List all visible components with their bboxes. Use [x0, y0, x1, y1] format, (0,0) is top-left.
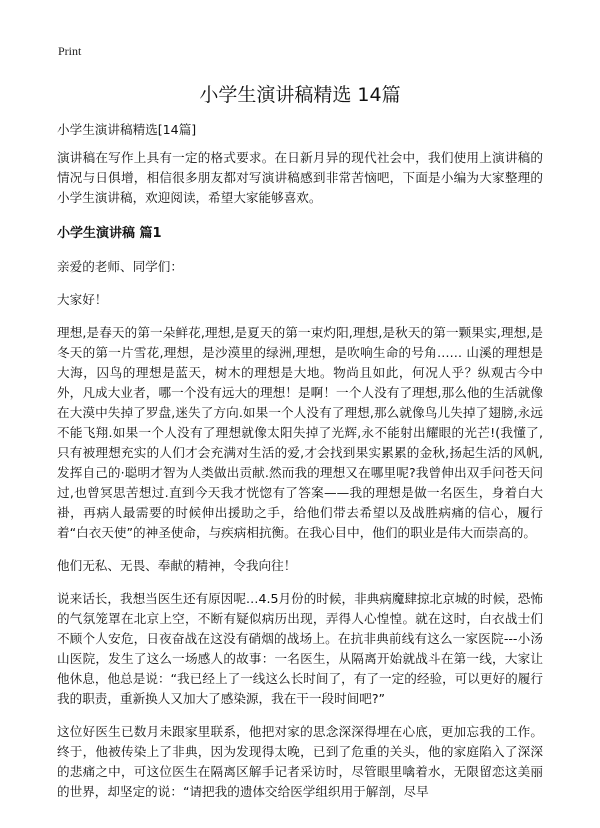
paragraph-greeting: 亲爱的老师、同学们：: [57, 259, 183, 274]
page-title: 小学生演讲稿精选 14篇: [199, 84, 401, 106]
paragraph-ideals: 理想,是春天的第一朵鲜花,理想,是夏天的第一束灼阳,理想,是秋天的第一颗果实,理想,是冬天的第一片雪花,理想，是沙漠里的绿洲,理想，是吹响生命的号角…… 山溪的理想是大海，囚鸟的理想是蓝天，树木的理想是大地。物尚且如此，何况人乎？纵观古今中外，凡成大业者，哪一个没有远大的理想！是啊！一个人没有了理想,那么他的生活就像在大漠中失掉了罗盘,迷失了方向.如果一个人没有了理想,那么就像鸟儿失掉了翅膀,永远不能飞翔.如果一个人没有了理想就像太阳失掉了光辉,永不能射出耀眼的光芒!(我懂了,只有被理想充实的人们才会充满对生活的爱,才会找到果实累累的金秋,扬起生活的风帆,发挥自己的·聪明才智为人类做出贡献.然而我的理想又在哪里呢?我曾伸出双手问苍天问过,也曾冥思苦想过.直到今天我才恍惚有了答案——我的理想是做一名医生，身着白大褂，再病人最需要的时候伸出援助之手，给他们带去希望以及战胜病痛的信心，履行着“白衣天使”的神圣使命，与疾病相抗衡。在我心目中，他们的职业是伟大而崇高的。: [57, 325, 543, 540]
article-subtitle: 小学生演讲稿精选[14篇]: [57, 122, 197, 137]
section-heading: 小学生演讲稿 篇1: [57, 226, 162, 241]
article-body: [57, 120, 543, 815]
paragraph-admiration: 他们无私、无畏、奉献的精神，令我向往！: [57, 558, 297, 573]
paragraph-hello: 大家好！: [57, 292, 108, 307]
paragraph-sars-story: 说来话长，我想当医生还有原因呢…4.5月份的时候，非典病魔肆掠北京城的时候，恐怖的气氛笼罩在北京上空，不断有疑似病历出现，弄得人心惶惶。就在这时，白衣战士们不顾个人安危，日夜奋战在这没有硝烟的战场上。在抗非典前线有这么一家医院---小汤山医院，发生了这么一场感人的故事：一名医生，从隔离开始就战斗在第一线，大家让他休息，他总是说：“我已经上了一线这么长时间了，有了一定的经验，可以更好的履行我的职责，重新换人又加大了感染源，我在干一段时间吧?”: [57, 591, 543, 706]
print-link[interactable]: Print: [58, 44, 82, 58]
paragraph-doctor: 这位好医生已数月未跟家里联系，他把对家的思念深深得埋在心底，更加忘我的工作。终于，他被传染上了非典，因为发现得太晚，已到了危重的关头，他的家庭陷入了深深的悲痛之中，可这位医生在隔离区解手记者采访时，尽管眼里噙着水，无限留恋这美丽的世界，却坚定的说：“请把我的遗体交给医学组织用于解剖，尽早: [57, 724, 543, 799]
intro-paragraph: 演讲稿在写作上具有一定的格式要求。在日新月异的现代社会中，我们使用上演讲稿的情况与日俱增，相信很多朋友都对写演讲稿感到非常苦恼吧，下面是小编为大家整理的小学生演讲稿，欢迎阅读，希望大家能够喜欢。: [57, 150, 543, 205]
